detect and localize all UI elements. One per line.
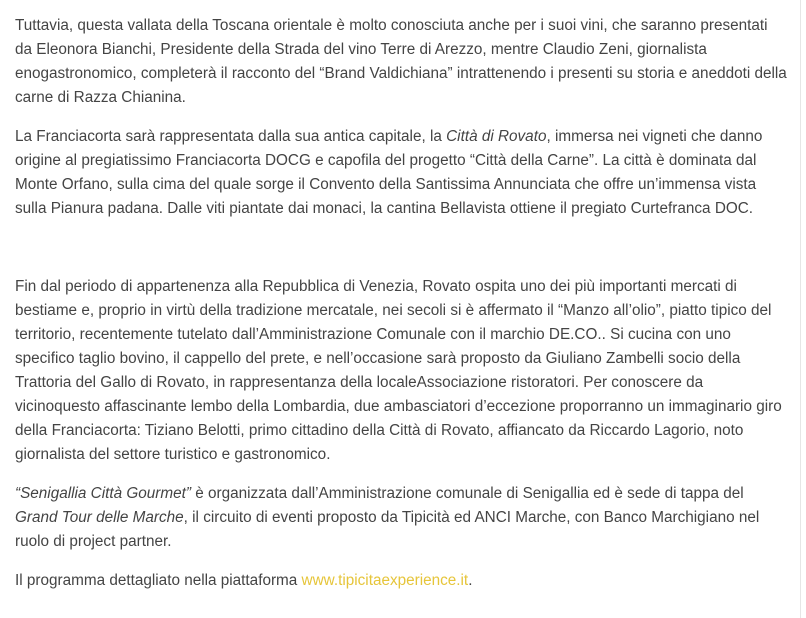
article-body xyxy=(15,14,787,608)
paragraph-franciacorta-text-end: , immersa nei vigneti che danno origine al pregiatissimo Franciacorta DOCG e capofila del progetto “Città della Carne”. La città è dominata dal Monte Orfano, sulla cima del quale sorge il Convento della Santissima Annunciata che offre un’immensa vista sulla Pianura padana. Dalle viti piantate dai monaci, la cantina Bellavista ottiene il pregiato Curtefranca DOC. xyxy=(15,128,763,217)
paragraph-rovato-history-text: Fin dal periodo di appartenenza alla Repubblica di Venezia, Rovato ospita uno dei più importanti mercati di bestiame e, proprio in virtù della tradizione mercatale, nei secoli si è affermato il “Manzo all’olio”, piatto tipico del territorio, recentemente tutelato dall’Amministrazione Comunale con il marchio DE.CO.. Si cucina con uno specifico taglio bovino, il cappello del prete, e nell’occasione sarà proposto da Giuliano Zambelli socio della Trattoria del Gallo di Rovato, in rappresentanza della localeAssociazione ristoratori. Per conoscere da vicinoquesto affascinante lembo della Lombardia, due ambasciatori d’eccezione proporranno un immaginario giro della Franciacorta: Tiziano Belotti, primo cittadino della Città di Rovato, affiancato da Riccardo Lagorio, noto giornalista del settore turistico e gastronomico. xyxy=(15,278,782,463)
paragraph-programma-period: . xyxy=(468,572,473,589)
tipicita-experience-link[interactable]: www.tipicitaexperience.it xyxy=(301,572,469,589)
page-right-border xyxy=(800,0,801,618)
senigallia-citta-gourmet-emphasis: “Senigallia Città Gourmet” xyxy=(15,485,191,502)
paragraph-senigallia xyxy=(15,482,787,554)
paragraph-programma-text: Il programma dettagliato nella piattaforma xyxy=(15,572,302,589)
paragraph-valdichiana-text: Tuttavia, questa vallata della Toscana orientale è molto conosciuta anche per i suoi vini, che saranno presentati da Eleonora Bianchi, Presidente della Strada del vino Terre di Arezzo, mentre Claudio Zeni, giornalista enogastronomico, completerà il racconto del “Brand Valdichiana” intrattenendo i presenti su storia e aneddoti della carne di Razza Chianina. xyxy=(15,17,787,106)
paragraph-valdichiana xyxy=(15,14,787,110)
paragraph-franciacorta-text-start: La Franciacorta sarà rappresentata dalla sua antica capitale, la xyxy=(15,128,447,145)
paragraph-franciacorta xyxy=(15,125,787,221)
empty-paragraph xyxy=(15,236,787,260)
citta-di-rovato-emphasis: Città di Rovato xyxy=(446,128,547,145)
paragraph-senigallia-text-end: , il circuito di eventi proposto da Tipicità ed ANCI Marche, con Banco Marchigiano nel ruolo di project partner. xyxy=(15,509,760,550)
paragraph-senigallia-text-middle: è organizzata dall’Amministrazione comunale di Senigallia ed è sede di tappa del xyxy=(190,485,744,502)
paragraph-programma xyxy=(15,569,787,593)
paragraph-rovato-history xyxy=(15,275,787,467)
grand-tour-emphasis: Grand Tour delle Marche xyxy=(15,509,184,526)
